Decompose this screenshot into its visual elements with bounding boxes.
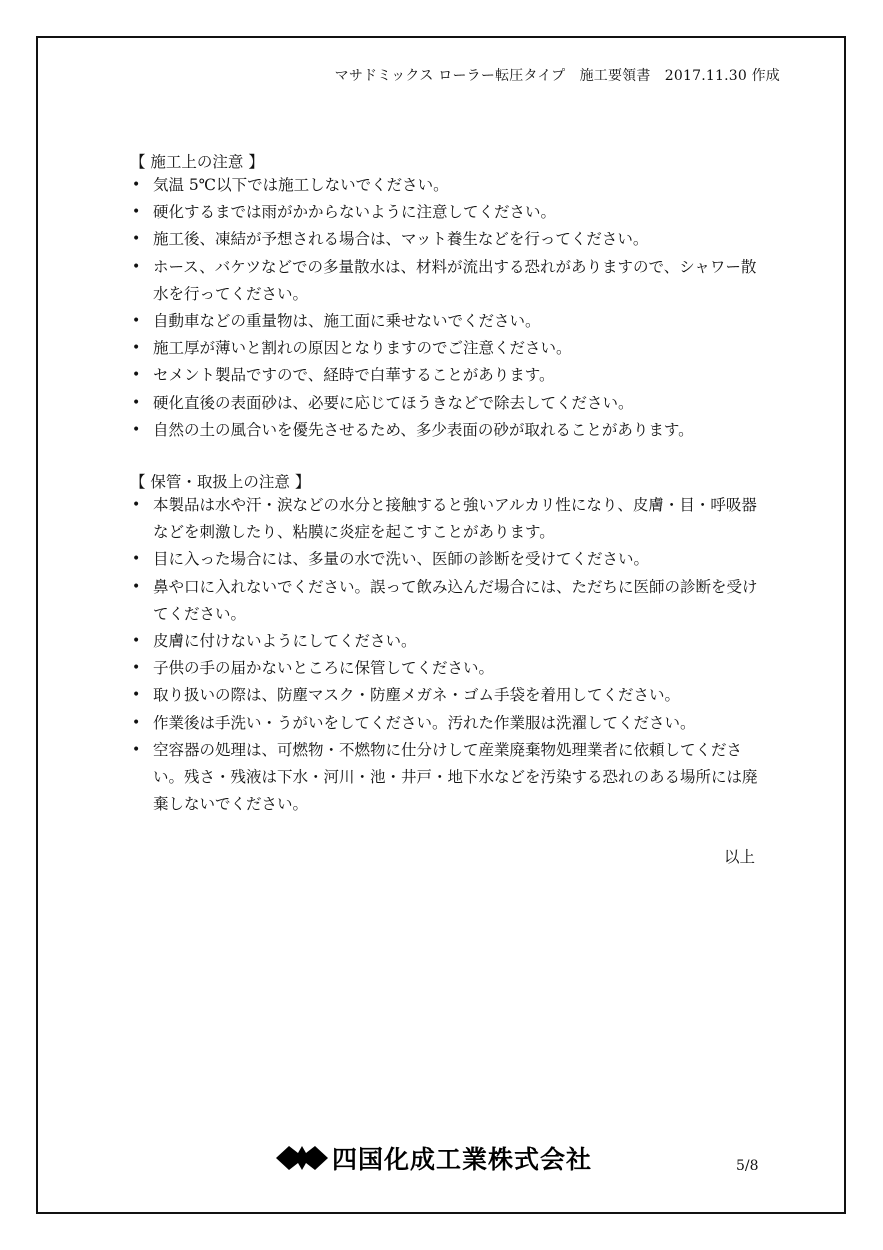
bullet-icon: • [132,497,141,513]
list-item [128,710,768,737]
list-item-text: 硬化直後の表面砂は、必要に応じてほうきなどで除去してください。 [153,393,634,412]
bullet-icon: • [132,660,141,677]
list-item-text: 自動車などの重量物は、施工面に乗せないでください。 [153,312,541,331]
bullet-icon: • [132,578,141,595]
list-item-text: 空容器の処理は、可燃物・不燃物に仕分けして産業廃棄物処理業者に依頼してください。残さ・残液は下水・河川・池・井戸・地下水などを汚染する恐れのある場所には廃棄しないでください。 [153,740,758,814]
bullet-icon: • [132,714,141,731]
list-item-text: 作業後は手洗い・うがいをしてください。汚れた作業服は洗濯してください。 [153,713,696,732]
list-item [128,390,768,417]
list-item [128,492,768,546]
list-item-text: 気温 5℃以下では施工しないでください。 [153,176,449,194]
bullet-icon: • [132,394,141,411]
storage-handling-notes-list [128,492,768,818]
section-heading-storage-handling: 【 保管・取扱上の注意 】 [130,473,311,491]
bullet-icon: • [132,204,141,221]
bullet-icon: • [132,421,141,438]
bullet-icon: • [132,633,141,650]
list-item-text: 施工後、凍結が予想される場合は、マット養生などを行ってください。 [153,230,649,249]
bullet-icon: • [132,231,141,248]
bullet-icon: • [132,340,141,357]
company-logo [276,1141,592,1175]
list-item [128,335,768,362]
list-item [128,417,768,444]
list-item [128,546,768,573]
list-item-text: 目に入った場合には、多量の水で洗い、医師の診断を受けてください。 [153,550,650,569]
list-item [128,682,768,709]
list-item [128,226,768,253]
construction-notes-list [128,172,768,444]
list-item-text: 本製品は水や汗・涙などの水分と接触すると強いアルカリ性になり、皮膚・目・呼吸器などを刺激したり、粘膜に炎症を起こすことがあります。 [153,496,757,542]
list-item-text: ホース、バケツなどでの多量散水は、材料が流出する恐れがありますので、シャワー散水を行ってください。 [153,257,757,303]
list-item-text: 硬化するまでは雨がかからないように注意してください。 [153,203,557,222]
bullet-icon: • [132,258,141,275]
list-item [128,628,768,655]
list-item [128,199,768,226]
document-header: マサドミックス ローラー転圧タイプ 施工要領書 2017.11.30 作成 [334,68,780,84]
list-item [128,172,768,199]
list-item [128,254,768,308]
list-item-text: 取り扱いの際は、防塵マスク・防塵メガネ・ゴム手袋を着用してください。 [153,686,681,705]
bullet-icon: • [132,741,141,758]
closing-text: 以上 [724,848,756,866]
list-item-text: 施工厚が薄いと割れの原因となりますのでご注意ください。 [153,339,572,358]
page-number: 5/8 [736,1158,759,1174]
bullet-icon: • [132,367,141,384]
company-name: 四国化成工業株式会社 [332,1145,593,1174]
list-item-text: 自然の土の風合いを優先させるため、多少表面の砂が取れることがあります。 [153,420,694,439]
list-item [128,362,768,389]
list-item [128,308,768,335]
bullet-icon: • [132,551,141,568]
section-heading-construction: 【 施工上の注意 】 [130,153,264,171]
bullet-icon: • [132,687,141,704]
bullet-icon: • [132,313,141,330]
list-item-text: 子供の手の届かないところに保管してください。 [153,659,495,678]
list-item [128,574,768,628]
bullet-icon: • [132,177,141,193]
list-item-text: 鼻や口に入れないでください。誤って飲み込んだ場合には、ただちに医師の診断を受けてください。 [153,577,758,623]
company-logo-icon [276,1143,328,1173]
list-item-text: セメント製品ですので、経時で白華することがあります。 [153,366,555,385]
list-item-text: 皮膚に付けないようにしてください。 [153,632,417,651]
list-item [128,737,768,819]
list-item [128,655,768,682]
